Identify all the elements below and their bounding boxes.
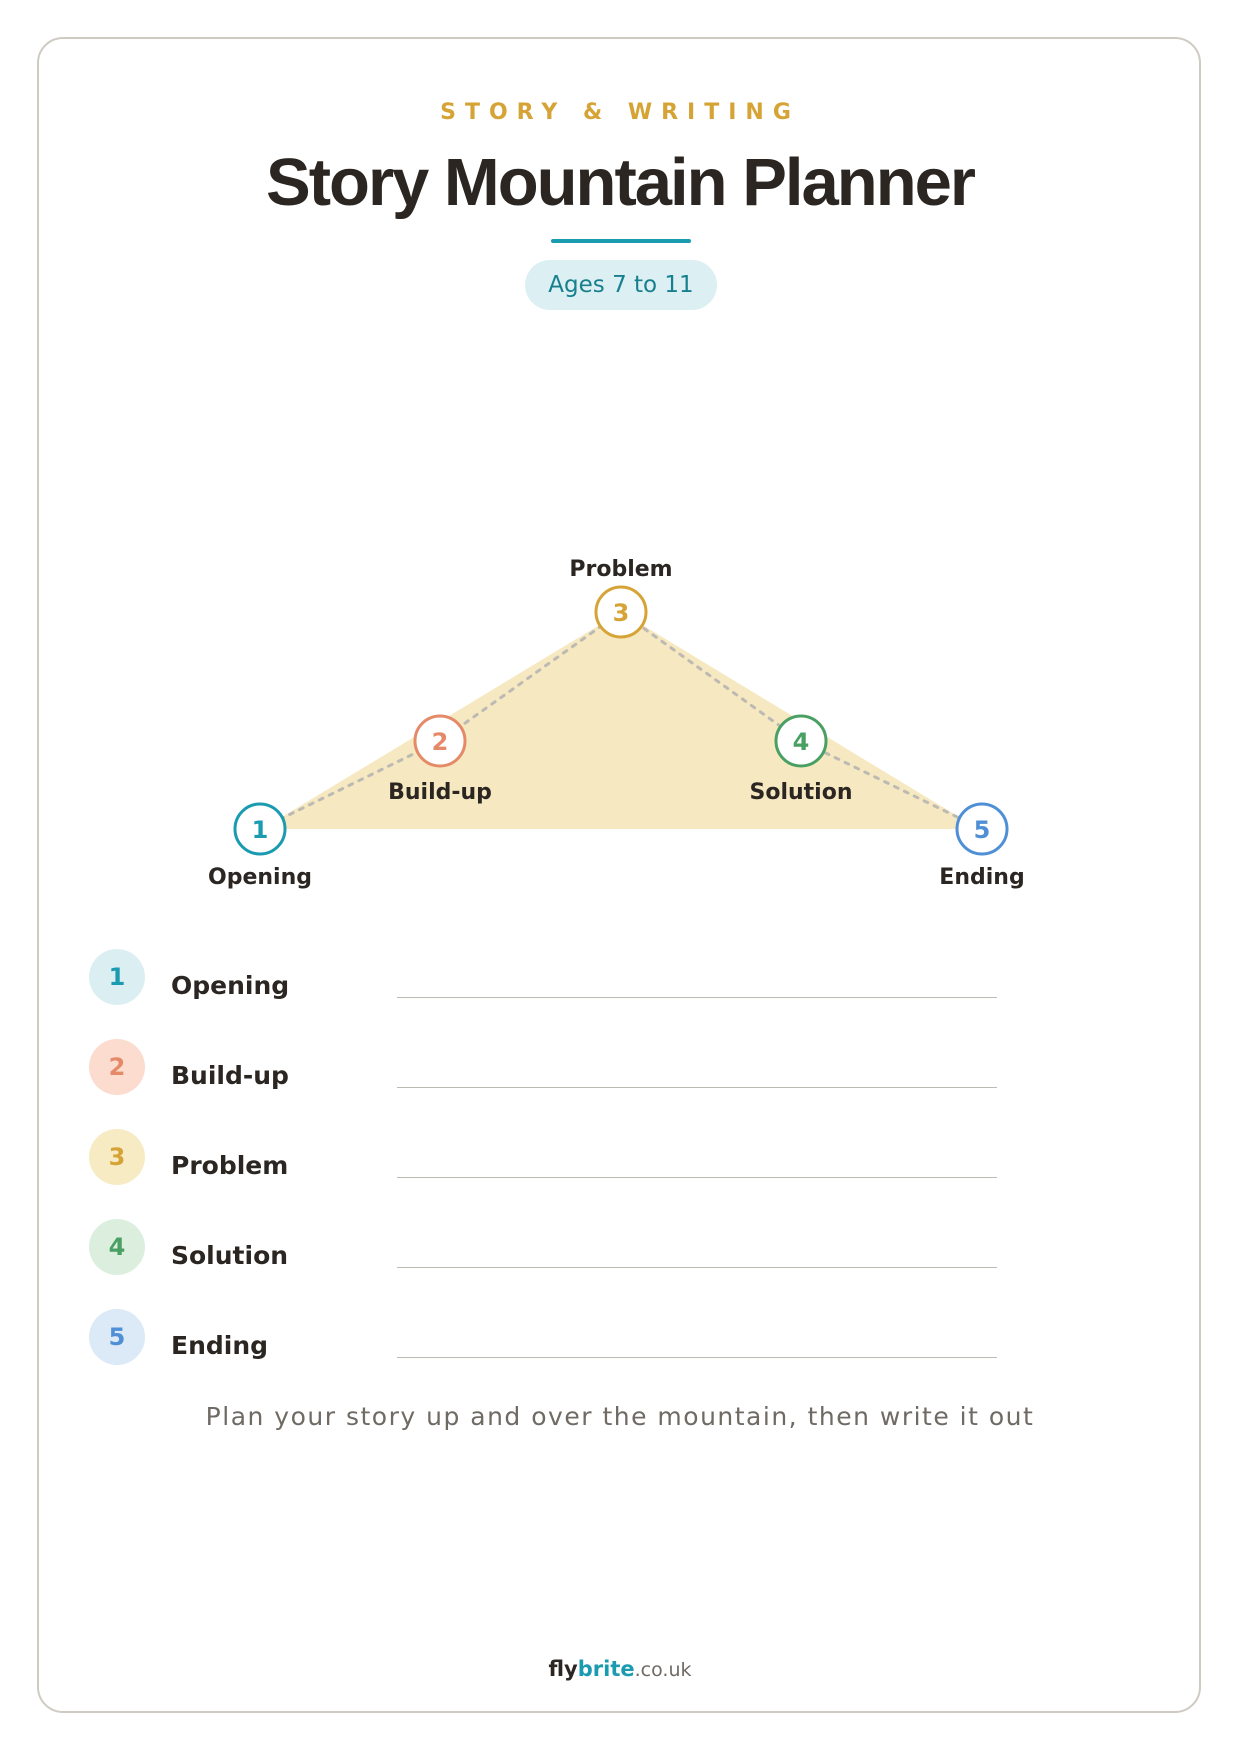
writing-line-ending[interactable] <box>397 1357 997 1358</box>
stage-badge-5: 5 <box>89 1309 145 1365</box>
svg-text:3: 3 <box>612 599 630 627</box>
mountain-shape <box>262 612 979 829</box>
plan-row-solution <box>0 1219 1240 1279</box>
brand-name-part1: fly <box>548 1657 578 1681</box>
stage-badge-1: 1 <box>89 949 145 1005</box>
writing-line-build-up[interactable] <box>397 1087 997 1088</box>
age-badge: Ages 7 to 11 <box>525 260 717 310</box>
mountain-label-build-up: Build-up <box>388 780 492 805</box>
mountain-label-opening: Opening <box>208 865 312 890</box>
writing-line-problem[interactable] <box>397 1177 997 1178</box>
brand-domain: .co.uk <box>634 1659 692 1681</box>
footer-brand[interactable] <box>0 1657 1240 1681</box>
stage-label-opening: Opening <box>171 971 290 1000</box>
stage-label-ending: Ending <box>171 1331 269 1360</box>
mountain-label-solution: Solution <box>749 780 853 805</box>
writing-line-solution[interactable] <box>397 1267 997 1268</box>
stage-label-solution: Solution <box>171 1241 289 1270</box>
stage-label-build-up: Build-up <box>171 1061 289 1090</box>
plan-row-build-up <box>0 1039 1240 1099</box>
writing-line-opening[interactable] <box>397 997 997 998</box>
brand-name-part2: brite <box>577 1657 635 1681</box>
svg-text:1: 1 <box>251 816 269 844</box>
plan-row-ending <box>0 1309 1240 1369</box>
mountain-label-ending: Ending <box>939 865 1025 890</box>
stage-badge-4: 4 <box>89 1219 145 1275</box>
stage-badge-3: 3 <box>89 1129 145 1185</box>
stage-label-problem: Problem <box>171 1151 289 1180</box>
mountain-label-problem: Problem <box>569 557 673 582</box>
stage-badge-2: 2 <box>89 1039 145 1095</box>
instruction-text: Plan your story up and over the mountain, then write it out <box>205 1402 1035 1431</box>
plan-row-problem <box>0 1129 1240 1189</box>
mountain-node-3 <box>569 557 672 637</box>
svg-text:5: 5 <box>973 816 991 844</box>
page-title: Story Mountain Planner <box>266 145 974 220</box>
svg-text:4: 4 <box>792 728 810 756</box>
eyebrow-label: STORY & WRITING <box>440 100 800 125</box>
svg-text:2: 2 <box>431 728 449 756</box>
plan-row-opening <box>0 949 1240 1009</box>
